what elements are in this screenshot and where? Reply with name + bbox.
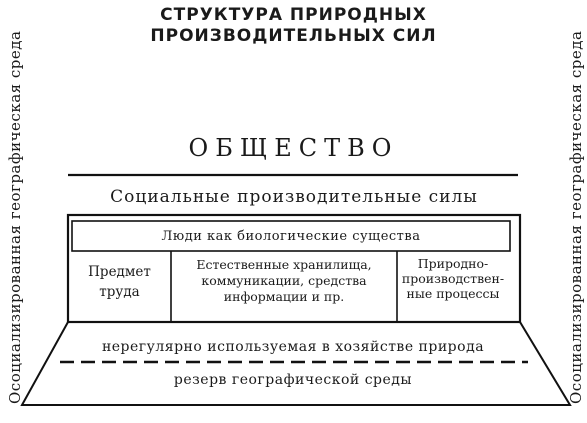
subject-of-labor-line: Предмет	[88, 264, 151, 280]
people-biological-label: Люди как биологические существа	[161, 229, 421, 244]
subject-of-labor-cell	[68, 262, 171, 302]
natural-processes-line: ные процессы	[406, 286, 500, 301]
socialized-geographic-environment-label-right: Осоциализированная географическая среда	[567, 30, 585, 404]
diagram-title-line-1: СТРУКТУРА ПРИРОДНЫХ	[160, 5, 427, 25]
natural-storages-line: коммуникации, средства	[201, 273, 367, 288]
natural-storages-line: информации и пр.	[223, 289, 345, 304]
subject-of-labor-line: труда	[99, 284, 140, 300]
natural-production-processes-cell	[397, 256, 509, 301]
social-productive-forces-label: Социальные производительные силы	[110, 187, 478, 207]
natural-storages-cell	[171, 257, 397, 305]
irregularly-used-nature-label: нерегулярно используемая в хозяйстве природа	[101, 339, 485, 355]
natural-processes-line: производствен-	[401, 271, 505, 286]
socialized-geographic-environment-label-left: Осоциализированная географическая среда	[6, 30, 24, 404]
natural-storages-line: Естественные хранилища,	[196, 257, 372, 272]
geographic-reserve-label: резерв географической среды	[173, 372, 413, 388]
natural-processes-line: Природно-	[417, 256, 489, 271]
diagram-title-line-2: ПРОИЗВОДИТЕЛЬНЫХ СИЛ	[150, 26, 437, 46]
society-heading: ОБЩЕСТВО	[188, 134, 399, 162]
geographic-base-trapezoid	[22, 322, 570, 405]
